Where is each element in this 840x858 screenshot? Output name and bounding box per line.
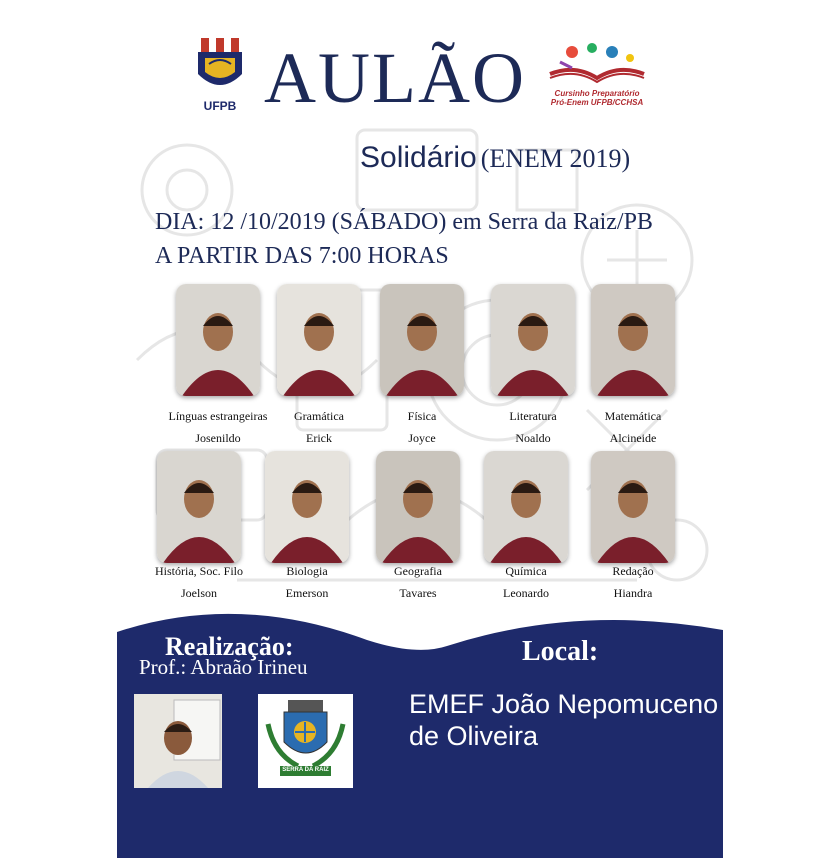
teacher-subject: Redação	[612, 564, 654, 578]
teacher-subject: Geografia	[394, 564, 442, 578]
teacher-photo	[591, 284, 675, 396]
open-book-icon	[542, 40, 652, 84]
teacher-name: Noaldo	[515, 431, 551, 445]
teacher-portrait-icon	[380, 284, 464, 396]
teacher-name: Josenildo	[195, 431, 241, 445]
teacher-photo	[265, 451, 349, 563]
subtitle	[360, 143, 630, 173]
realizacao-label: Realização:	[165, 632, 294, 661]
teacher-name: Tavares	[399, 586, 437, 600]
city-crest-text: SERRA DA RAIZ	[282, 767, 329, 773]
city-crest	[258, 694, 353, 788]
teacher-photo	[491, 284, 575, 396]
teacher-subject: Matemática	[604, 409, 662, 423]
subtitle-event: (ENEM 2019)	[480, 144, 631, 173]
page-title: AULÃO	[264, 38, 526, 118]
time-line: A PARTIR DAS 7:00 HORAS	[155, 243, 449, 269]
ufpb-logo	[195, 36, 245, 113]
date-line: DIA: 12 /10/2019 (SÁBADO) em Serra da Raiz/PB	[155, 209, 653, 235]
teacher-subject: História, Soc. Filo	[154, 564, 243, 578]
teacher-photo	[380, 284, 464, 396]
ufpb-crest-icon	[195, 36, 245, 94]
teacher-name: Joelson	[181, 586, 217, 600]
teacher-portrait-icon	[376, 451, 460, 563]
teacher-portrait-icon	[491, 284, 575, 396]
teacher-name: Alcineide	[609, 431, 657, 445]
teacher-portrait-icon	[484, 451, 568, 563]
local-label: Local:	[522, 636, 599, 667]
teacher-photo	[591, 451, 675, 563]
teacher-portrait-icon	[591, 284, 675, 396]
teacher-photo	[157, 451, 241, 563]
teacher-photo	[484, 451, 568, 563]
teacher-name: Erick	[306, 431, 332, 445]
course-logo	[542, 40, 652, 112]
teacher-photo	[376, 451, 460, 563]
teacher-name: Emerson	[285, 586, 329, 600]
address-line2: de Oliveira	[409, 721, 539, 752]
teacher-subject: Línguas estrangeiras	[168, 409, 268, 423]
teacher-portrait-icon	[157, 451, 241, 563]
teacher-name: Joyce	[408, 431, 436, 445]
ufpb-logo-text: UFPB	[203, 99, 237, 113]
poster	[117, 0, 723, 858]
teacher-name: Hiandra	[613, 586, 653, 600]
teacher-subject: Gramática	[294, 409, 344, 423]
address-line1: EMEF João Nepomuceno	[409, 689, 719, 719]
teacher-subject: Química	[505, 564, 547, 578]
teacher-portrait-icon	[277, 284, 361, 396]
city-crest-icon	[258, 694, 353, 788]
teacher-subject: Física	[407, 409, 437, 423]
teacher-portrait-icon	[591, 451, 675, 563]
professor-name: Prof.: Abraão Irineu	[139, 655, 308, 679]
teacher-portrait-icon	[265, 451, 349, 563]
professor-portrait-icon	[134, 694, 222, 788]
teacher-photo	[176, 284, 260, 396]
professor-photo	[134, 694, 222, 788]
teacher-subject: Literatura	[509, 409, 557, 423]
address	[409, 688, 719, 753]
teacher-name: Leonardo	[503, 586, 549, 600]
subtitle-main: Solidário	[360, 141, 477, 174]
teacher-subject: Biologia	[286, 564, 328, 578]
course-logo-line2: Pró-Enem UFPB/CCHSA	[550, 98, 644, 107]
course-logo-line1: Cursinho Preparatório	[554, 89, 640, 98]
teacher-photo	[277, 284, 361, 396]
teacher-portrait-icon	[176, 284, 260, 396]
